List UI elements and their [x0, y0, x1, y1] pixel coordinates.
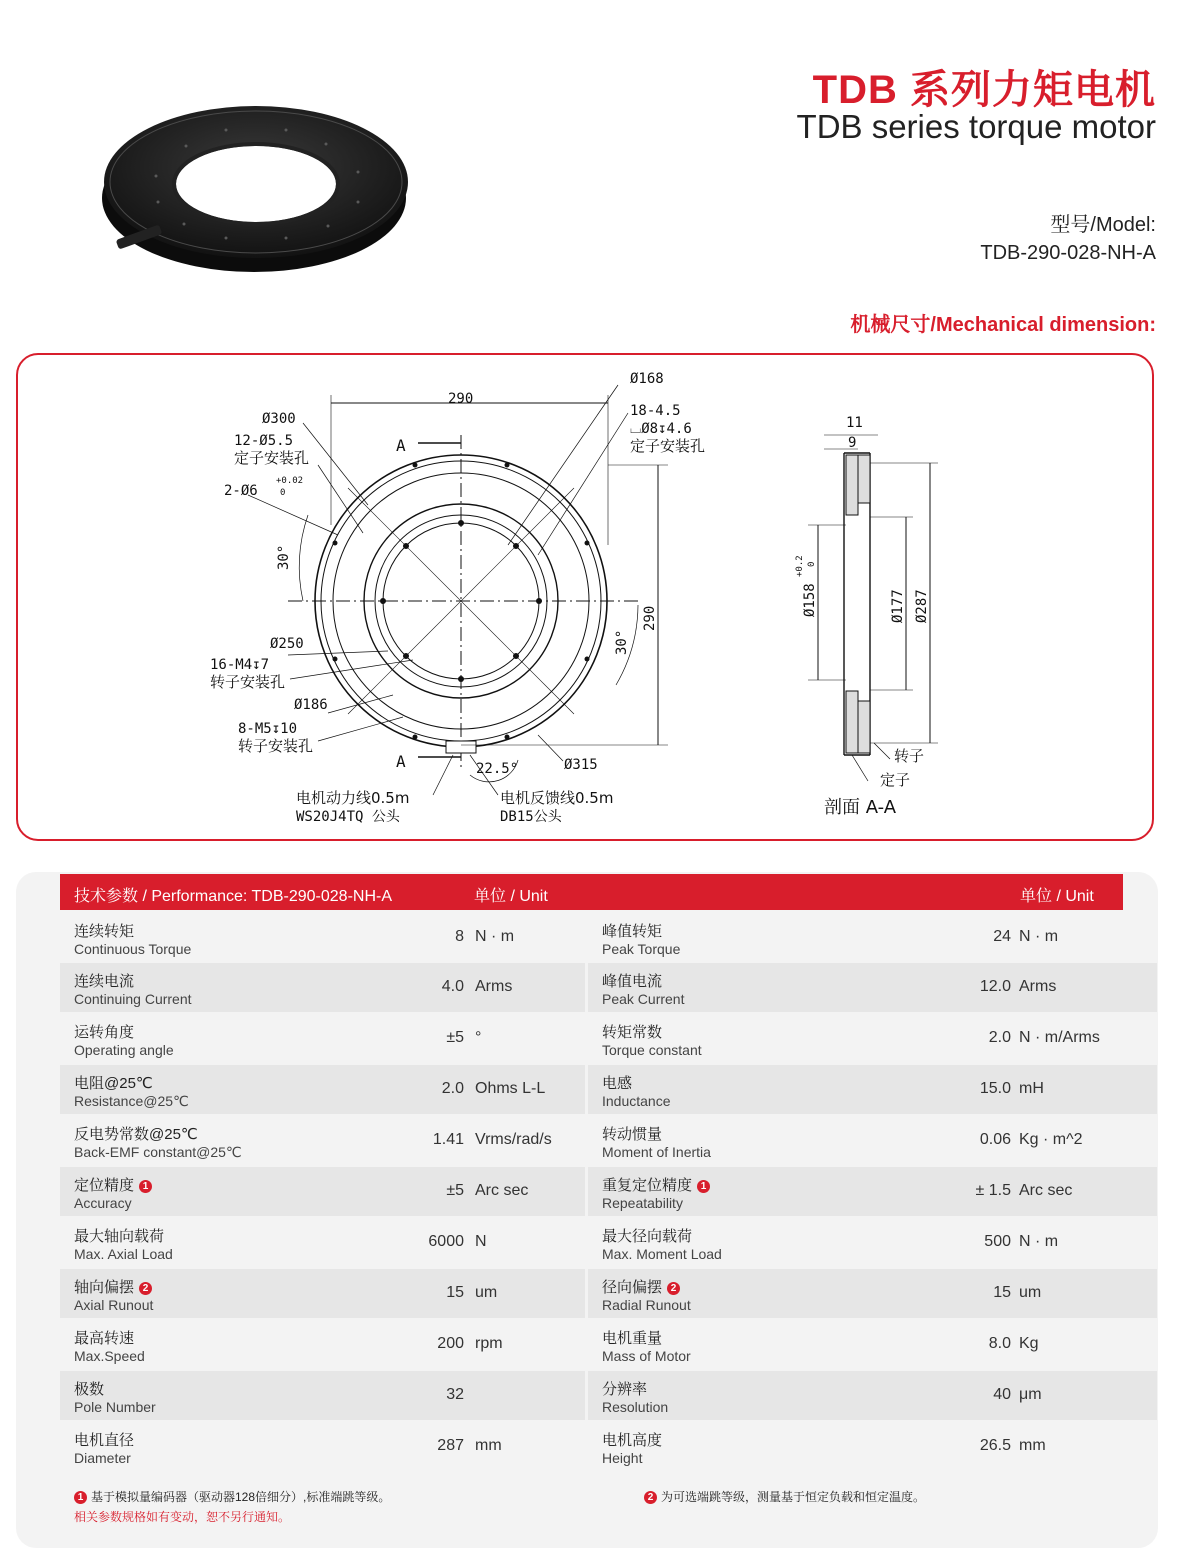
param-name-en: Resolution	[602, 1399, 669, 1415]
section-label: 剖面 A-A	[824, 797, 897, 818]
param-unit: um	[475, 1284, 498, 1301]
param-cell-left	[60, 1371, 585, 1420]
param-cell-left	[60, 1320, 585, 1369]
stator-holes-label-2: 定子安装孔	[234, 449, 310, 467]
param-name-en: Pole Number	[74, 1399, 156, 1415]
param-name-en: Repeatability	[602, 1195, 683, 1211]
dim-counterbore: ⌴Ø8↧4.6	[630, 421, 692, 437]
dim-d287: Ø287	[914, 589, 930, 623]
performance-header-unit-left: 单位 / Unit	[474, 888, 548, 905]
dim-d250: Ø250	[270, 636, 304, 652]
table-row	[60, 963, 1157, 1014]
param-value: 0.06	[979, 1131, 1011, 1148]
dim-d158: Ø158	[802, 583, 818, 617]
feedback-cable-label: 电机反馈线0.5m	[500, 789, 614, 807]
param-cell-right	[588, 913, 1157, 962]
dim-18-holes: 18-4.5	[630, 403, 681, 419]
performance-header	[60, 874, 1123, 910]
param-cell-right	[588, 963, 1157, 1012]
param-unit: N	[475, 1233, 487, 1250]
param-unit: Kg · m^2	[1019, 1131, 1083, 1148]
param-value: 15.0	[979, 1080, 1011, 1097]
param-name-en: Peak Current	[602, 991, 685, 1007]
table-row	[60, 1320, 1157, 1371]
param-name-en: Continuous Torque	[74, 941, 192, 957]
footnote-1-text: 基于模拟量编码器（驱动器128倍细分）,标准端跳等级。	[91, 1490, 391, 1504]
param-value: 26.5	[979, 1437, 1011, 1454]
param-cell-left	[60, 1269, 585, 1318]
param-name-en: Back-EMF constant@25℃	[74, 1144, 242, 1160]
dim-d300: Ø300	[262, 411, 296, 427]
param-unit: Ohms L-L	[475, 1080, 546, 1097]
dim-d177: Ø177	[890, 589, 906, 623]
param-value: ±5	[446, 1182, 464, 1199]
footnote-2-text: 为可选端跳等级，测量基于恒定负载和恒定温度。	[661, 1490, 926, 1504]
param-cell-left	[60, 1065, 585, 1114]
param-name-zh: 电机直径	[74, 1432, 135, 1449]
param-name-en: Accuracy	[74, 1195, 132, 1211]
param-name-en: Moment of Inertia	[602, 1144, 711, 1160]
param-name-en: Height	[602, 1450, 643, 1466]
dim-pin-tol-lower: 0	[280, 488, 286, 498]
param-cell-right	[588, 1218, 1157, 1267]
table-row	[60, 1167, 1157, 1218]
table-row	[60, 1014, 1157, 1065]
param-cell-left	[60, 1167, 585, 1216]
param-name-en: Continuing Current	[74, 991, 192, 1007]
dim-m4: 16-M4↧7	[210, 657, 270, 673]
footnote-3: 相关参数规格如有变动，恕不另行通知。	[74, 1510, 291, 1524]
param-unit: mm	[1019, 1437, 1046, 1454]
param-value: 2.0	[441, 1080, 464, 1097]
param-name-en: Axial Runout	[74, 1297, 154, 1313]
param-name-zh: 最大轴向载荷	[74, 1228, 165, 1245]
dim-d168: Ø168	[630, 371, 664, 387]
param-name-zh: 连续转矩	[74, 923, 135, 940]
param-name-zh: 运转角度	[74, 1024, 135, 1041]
param-name-zh: 径向偏摆 2	[602, 1276, 680, 1297]
param-name-en: Radial Runout	[602, 1297, 691, 1313]
stator-holes-label: 定子安装孔	[630, 437, 706, 455]
param-unit: N · m	[1019, 928, 1059, 945]
param-name-en: Max. Moment Load	[602, 1246, 722, 1262]
table-row	[60, 1116, 1157, 1167]
performance-header-unit-right: 单位 / Unit	[1020, 888, 1094, 905]
footnote-badge-2: 2	[644, 1491, 657, 1504]
param-value: 287	[437, 1437, 464, 1454]
param-name-zh: 电阻@25℃	[74, 1075, 153, 1092]
dim-angle-22-5: 22.5°	[476, 761, 519, 777]
stator-label: 定子	[880, 771, 911, 789]
footnote-1	[74, 1488, 390, 1505]
param-name-zh: 最大径向载荷	[602, 1228, 693, 1245]
dim-m5: 8-M5↧10	[238, 721, 298, 737]
param-name-zh: 定位精度 1	[74, 1174, 152, 1195]
power-connector-label: WS20J4TQ 公头	[296, 809, 400, 825]
note-badge: 2	[139, 1282, 152, 1295]
param-unit: N · m	[475, 928, 515, 945]
table-row	[60, 1269, 1157, 1320]
dim-290-right: 290	[642, 605, 658, 631]
param-unit: N · m	[1019, 1233, 1059, 1250]
param-value: 32	[446, 1386, 464, 1403]
title-zh: TDB 系列力矩电机	[812, 68, 1156, 112]
param-unit: μm	[1019, 1386, 1042, 1403]
table-row	[60, 1422, 1157, 1473]
param-unit: Arc sec	[475, 1182, 529, 1199]
note-badge: 2	[667, 1282, 680, 1295]
dim-290-top: 290	[448, 391, 474, 407]
param-name-zh: 转动惯量	[602, 1126, 663, 1143]
param-name-zh: 电机高度	[602, 1432, 663, 1449]
param-name-zh: 连续电流	[74, 973, 135, 990]
section-marker-a-top: A	[396, 436, 406, 455]
param-name-zh: 电机重量	[602, 1330, 663, 1347]
param-name-zh: 峰值转矩	[602, 923, 663, 940]
rotor-holes-label: 转子安装孔	[210, 673, 286, 691]
param-value: 8	[455, 928, 464, 945]
param-name-en: Resistance@25℃	[74, 1093, 189, 1109]
table-row	[60, 913, 1157, 964]
param-cell-right	[588, 1320, 1157, 1369]
param-cell-left	[60, 1014, 585, 1063]
product-image	[96, 86, 416, 276]
dim-angle-30-left: 30°	[276, 544, 292, 570]
param-name-en: Peak Torque	[602, 941, 681, 957]
note-badge: 1	[139, 1180, 152, 1193]
param-name-en: Operating angle	[74, 1042, 174, 1058]
dim-width-9: 9	[848, 435, 857, 451]
param-unit: mH	[1019, 1080, 1044, 1097]
dim-d315: Ø315	[564, 757, 598, 773]
dim-d186: Ø186	[294, 697, 328, 713]
param-name-zh: 反电势常数@25℃	[74, 1126, 198, 1143]
param-name-en: Torque constant	[602, 1042, 702, 1058]
param-value: 40	[993, 1386, 1011, 1403]
table-row	[60, 1371, 1157, 1422]
power-cable-label: 电机动力线0.5m	[296, 789, 410, 807]
mechanical-drawing-frame	[16, 353, 1154, 841]
param-unit: Arms	[475, 978, 513, 995]
param-value: 15	[993, 1284, 1011, 1301]
dim-d158-tol-upper: +0.2	[795, 555, 805, 577]
dim-pin-tol-upper: +0.02	[276, 476, 304, 486]
model-value: TDB-290-028-NH-A	[980, 242, 1156, 264]
table-row	[60, 1218, 1157, 1269]
param-name-zh: 分辨率	[602, 1381, 648, 1398]
param-cell-left	[60, 963, 585, 1012]
rotor-holes-label-2: 转子安装孔	[238, 737, 314, 755]
param-name-en: Max.Speed	[74, 1348, 145, 1364]
param-unit: N · m/Arms	[1019, 1029, 1100, 1046]
param-cell-left	[60, 913, 585, 962]
param-cell-left	[60, 1422, 585, 1471]
param-name-en: Mass of Motor	[602, 1348, 691, 1364]
param-cell-right	[588, 1371, 1157, 1420]
dim-angle-30-right: 30°	[614, 629, 630, 655]
performance-header-title: 技术参数 / Performance: TDB-290-028-NH-A	[74, 888, 393, 905]
param-value: 8.0	[988, 1335, 1011, 1352]
param-value: 15	[446, 1284, 464, 1301]
param-unit: Arms	[1019, 978, 1057, 995]
param-name-en: Max. Axial Load	[74, 1246, 173, 1262]
param-value: 24	[993, 928, 1011, 945]
param-value: 6000	[428, 1233, 464, 1250]
feedback-connector-label: DB15公头	[500, 809, 562, 825]
param-value: 12.0	[979, 978, 1011, 995]
table-row	[60, 1065, 1157, 1116]
param-value: 4.0	[441, 978, 464, 995]
param-cell-right	[588, 1014, 1157, 1063]
param-cell-right	[588, 1422, 1157, 1471]
param-value: 200	[437, 1335, 464, 1352]
param-value: 1.41	[432, 1131, 464, 1148]
param-name-zh: 重复定位精度 1	[602, 1174, 710, 1195]
param-name-zh: 最高转速	[74, 1330, 135, 1347]
footnote-2	[644, 1488, 925, 1505]
param-cell-right	[588, 1167, 1157, 1216]
param-cell-right	[588, 1116, 1157, 1165]
param-name-zh: 转矩常数	[602, 1024, 663, 1041]
param-name-zh: 峰值电流	[602, 973, 663, 990]
param-cell-right	[588, 1065, 1157, 1114]
param-value: 2.0	[988, 1029, 1011, 1046]
title-en: TDB series torque motor	[796, 108, 1156, 145]
param-value: ±5	[446, 1029, 464, 1046]
param-cell-right	[588, 1269, 1157, 1318]
dim-pin: 2-Ø6	[224, 483, 258, 499]
param-cell-left	[60, 1116, 585, 1165]
param-unit: Arc sec	[1019, 1182, 1073, 1199]
section-marker-a-bottom: A	[396, 752, 406, 771]
mechanical-dimension-label: 机械尺寸/Mechanical dimension:	[850, 314, 1156, 336]
dim-width-11: 11	[846, 415, 863, 431]
param-name-en: Diameter	[74, 1450, 131, 1466]
param-name-zh: 轴向偏摆 2	[74, 1276, 152, 1297]
param-unit: mm	[475, 1437, 502, 1454]
param-unit: °	[475, 1029, 482, 1046]
param-name-zh: 电感	[602, 1075, 633, 1092]
param-name-zh: 极数	[74, 1381, 105, 1398]
note-badge: 1	[697, 1180, 710, 1193]
model-label: 型号/Model:	[1050, 214, 1156, 236]
param-unit: um	[1019, 1284, 1042, 1301]
param-unit: Vrms/rad/s	[475, 1131, 552, 1148]
param-cell-left	[60, 1218, 585, 1267]
param-value: ± 1.5	[975, 1182, 1011, 1199]
param-unit: rpm	[475, 1335, 503, 1352]
mechanical-drawing	[18, 355, 1156, 843]
rotor-label: 转子	[894, 747, 925, 765]
dim-12-holes: 12-Ø5.5	[234, 433, 294, 449]
dim-d158-tol-lower: 0	[807, 561, 817, 567]
footnote-badge-1: 1	[74, 1491, 87, 1504]
param-value: 500	[984, 1233, 1011, 1250]
param-unit: Kg	[1019, 1335, 1039, 1352]
param-name-en: Inductance	[602, 1093, 671, 1109]
